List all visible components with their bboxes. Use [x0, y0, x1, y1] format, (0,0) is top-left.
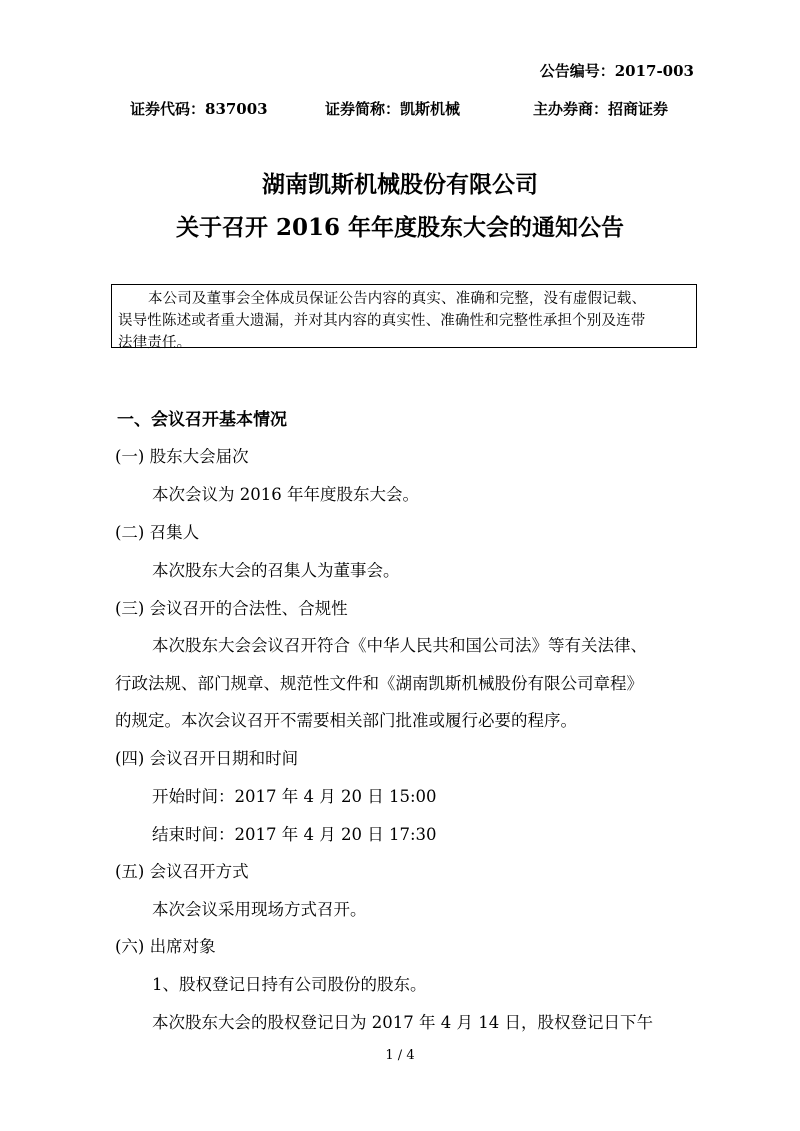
item-6-label: (六) 出席对象 [115, 937, 216, 956]
page-number: 1 / 4 [385, 1048, 415, 1063]
item-3-label: (三) 会议召开的合法性、合规性 [115, 599, 348, 618]
item-4-label: (四) 会议召开日期和时间 [115, 749, 299, 768]
disclaimer-line-2: 误导性陈述或者重大遗漏，并对其内容的真实性、准确性和完整性承担个别及连带 [118, 313, 646, 329]
item-6-sub-1-text: 本次股东大会的股权登记日为 2017 年 4 月 14 日，股权登记日下午 [152, 1013, 653, 1032]
item-3-line-1: 本次股东大会会议召开符合《中华人民共和国公司法》等有关法律、 [152, 636, 647, 655]
stock-name: 证券简称：凯斯机械 [325, 100, 461, 118]
end-time: 结束时间：2017 年 4 月 20 日 17:30 [152, 825, 437, 844]
announcement-number: 公告编号：2017-003 [539, 62, 694, 80]
item-3-line-3: 的规定。本次会议召开不需要相关部门批准或履行必要的程序。 [115, 711, 577, 730]
item-5-text: 本次会议采用现场方式召开。 [152, 900, 367, 919]
item-1-label: (一) 股东大会届次 [115, 447, 249, 466]
item-2-label: (二) 召集人 [115, 523, 200, 542]
section-heading: 一、会议召开基本情况 [117, 410, 287, 430]
item-2-text: 本次股东大会的召集人为董事会。 [152, 561, 400, 580]
item-6-sub-1: 1、股权登记日持有公司股份的股东。 [152, 975, 427, 994]
disclaimer-line-1: 本公司及董事会全体成员保证公告内容的真实、准确和完整，没有虚假记载、 [148, 291, 647, 307]
disclaimer-line-3: 法律责任。 [118, 335, 192, 351]
item-1-text: 本次会议为 2016 年年度股东大会。 [152, 485, 419, 504]
item-5-label: (五) 会议召开方式 [115, 862, 249, 881]
disclaimer-box [111, 284, 697, 351]
start-time: 开始时间：2017 年 4 月 20 日 15:00 [152, 787, 437, 806]
stock-code: 证券代码：837003 [130, 100, 268, 118]
item-3-line-2: 行政法规、部门规章、规范性文件和《湖南凯斯机械股份有限公司章程》 [115, 674, 643, 693]
sponsor-broker: 主办券商：招商证券 [533, 100, 669, 118]
notice-title: 关于召开 2016 年年度股东大会的通知公告 [175, 214, 625, 241]
company-title: 湖南凯斯机械股份有限公司 [262, 171, 538, 198]
